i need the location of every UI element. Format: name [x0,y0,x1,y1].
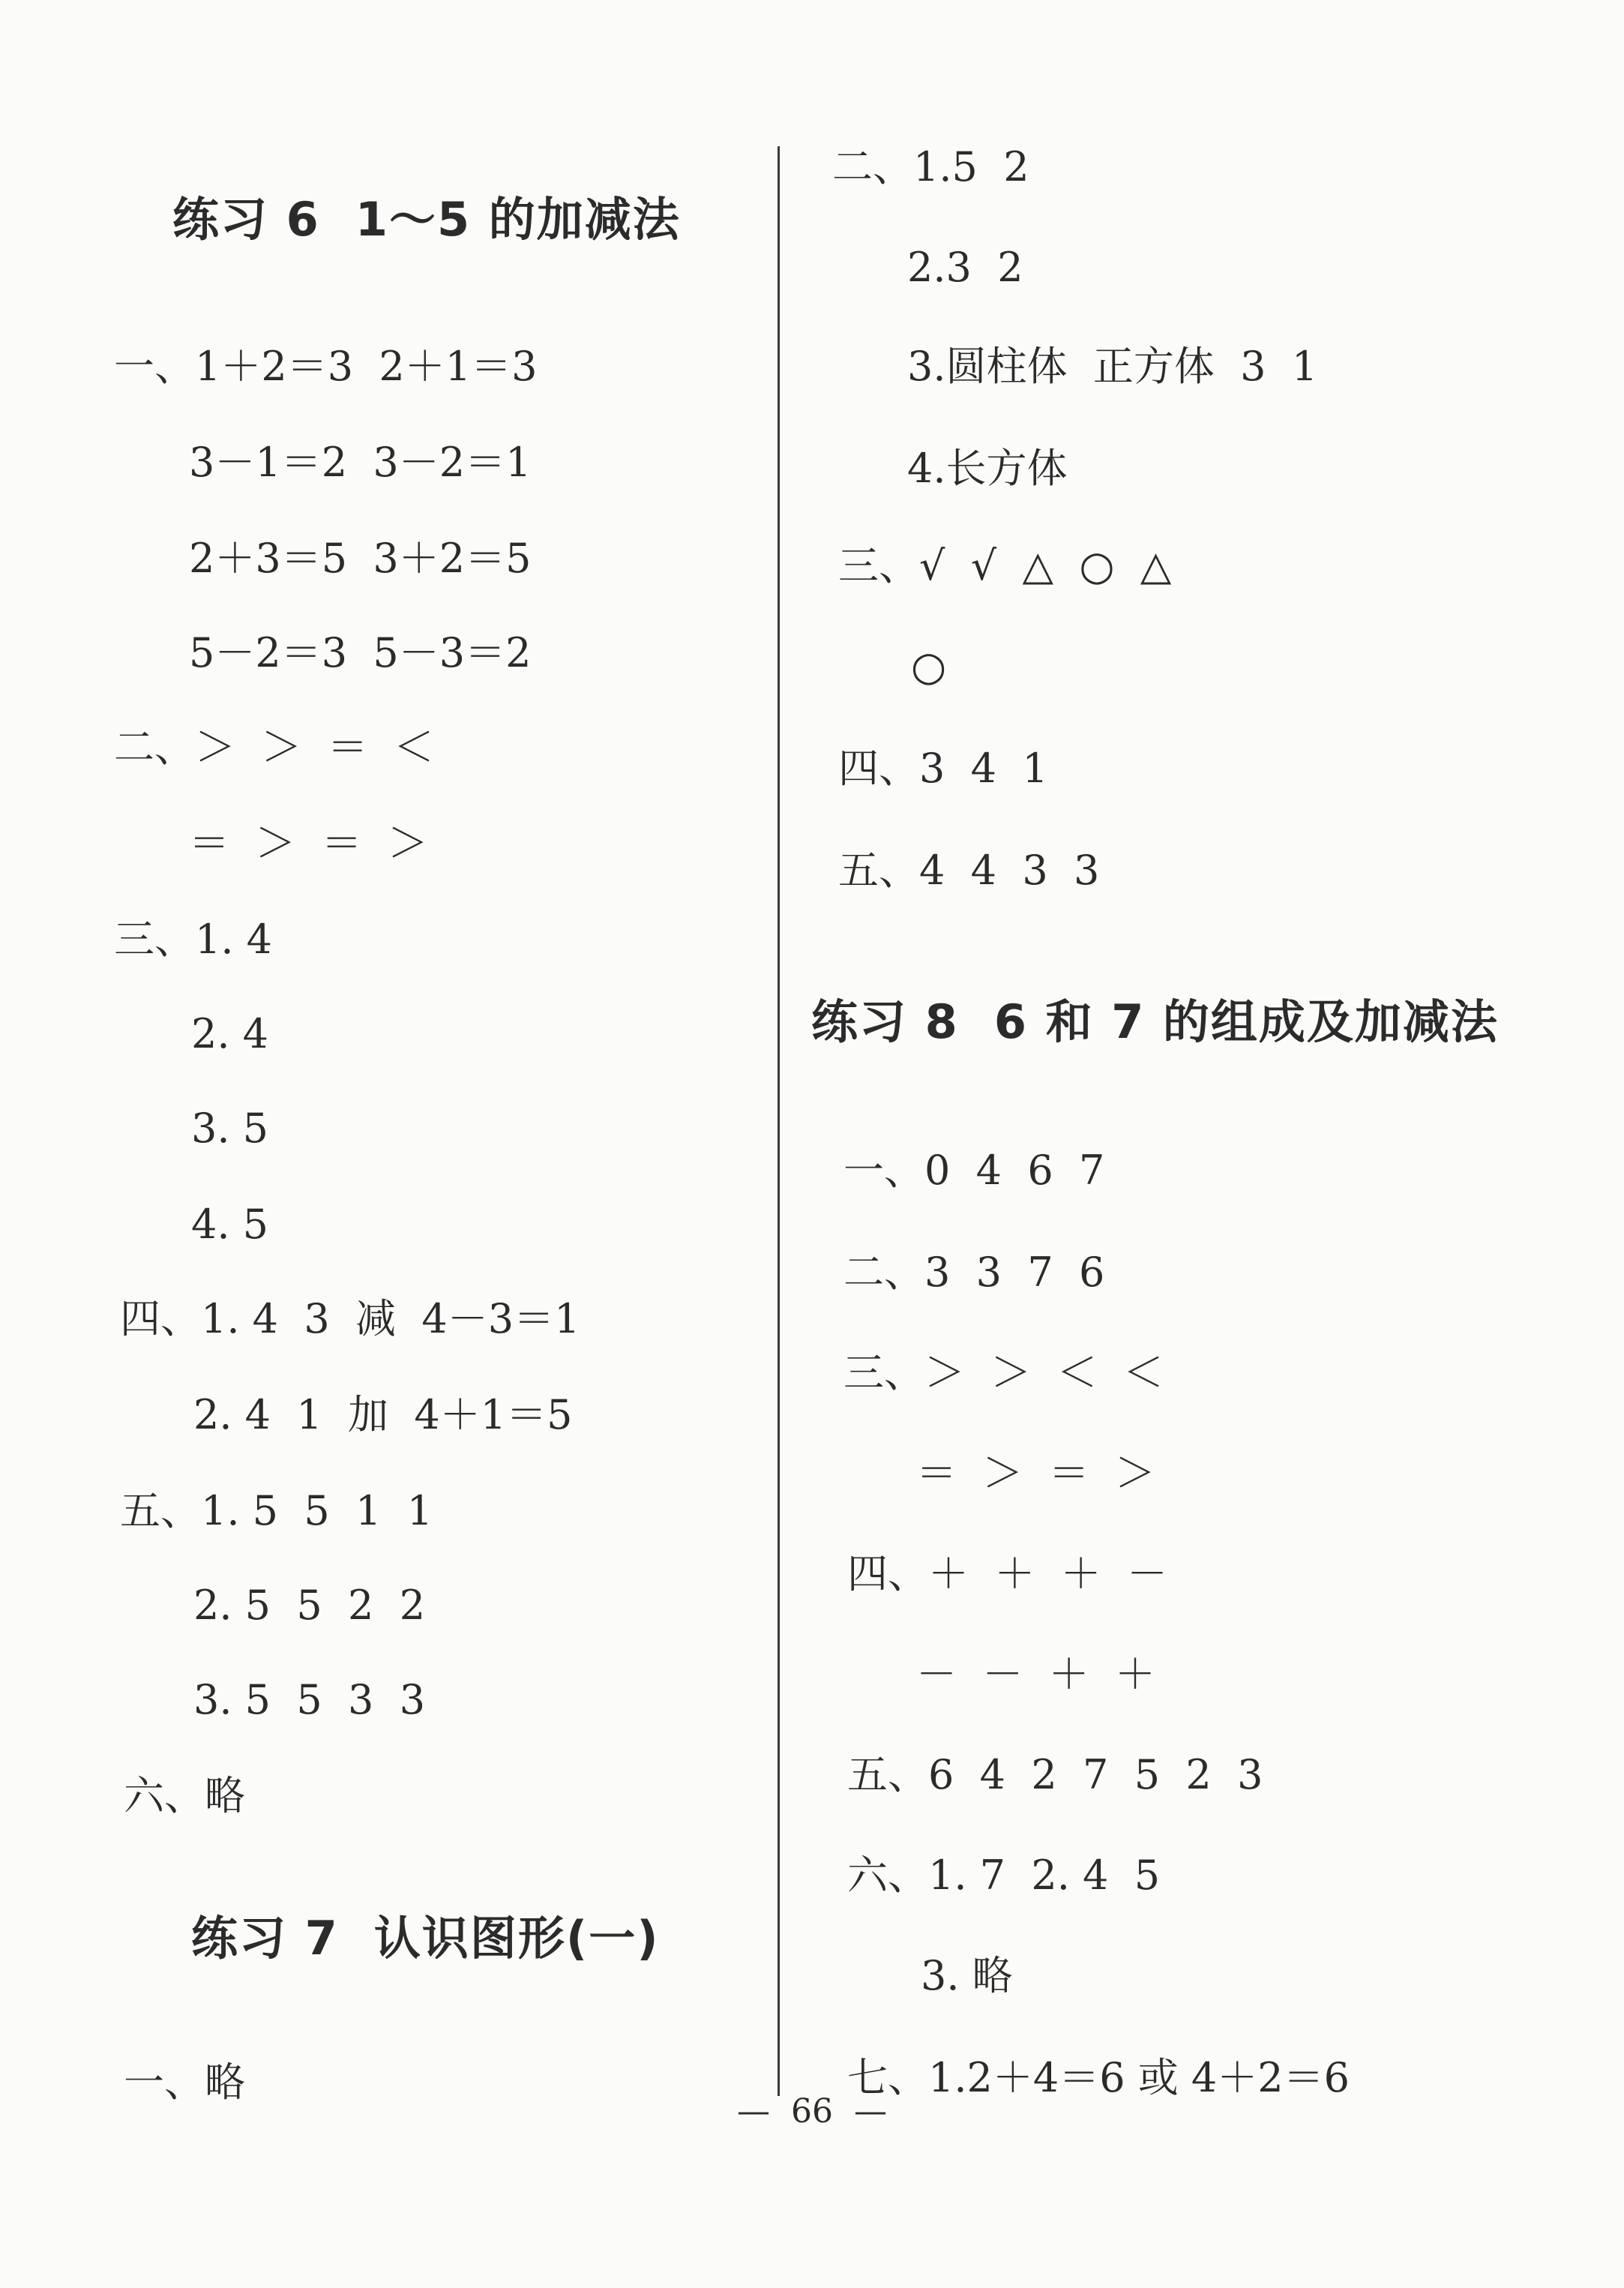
answer-line: 三、√ √ △ ○ △ [838,542,1172,589]
answer-line: 五、4 4 3 3 [838,847,1100,894]
answer-line: 五、1. 5 5 1 1 [120,1487,433,1534]
answer-line: 二、3 3 7 6 [843,1249,1105,1296]
answer-line: － － ＋ ＋ [916,1651,1155,1698]
answer-line: 四、＋ ＋ ＋ － [847,1550,1167,1597]
answer-line: 5－2＝3 5－3＝2 [189,629,532,676]
answer-line: 3－1＝2 3－2＝1 [189,439,532,486]
answer-line: 四、3 4 1 [838,745,1048,792]
answer-line: 二、＞ ＞ ＝ ＜ [114,724,434,771]
answer-line: 五、6 4 2 7 5 2 3 [847,1751,1263,1798]
answer-line: 3. 略 [921,1952,1013,1999]
answer-line: 2. 4 1 加 4＋1＝5 [193,1391,573,1438]
answer-line: 一、1＋2＝3 2＋1＝3 [114,343,538,390]
answer-line: 七、1.2＋4＝6 或 4＋2＝6 [847,2054,1350,2101]
page-number: — 66 — [737,2092,887,2131]
answer-line: ＝ ＞ ＝ ＞ [916,1450,1155,1497]
answer-line: 三、1. 4 [114,916,273,963]
answer-line: 2＋3＝5 3＋2＝5 [189,535,532,582]
answer-line: 二、1.5 2 [832,143,1029,190]
answer-line: 一、0 4 6 7 [843,1147,1105,1194]
heading-exercise-8: 练习 8 6 和 7 的组成及加减法 [811,994,1499,1049]
heading-exercise-6: 练习 6 1～5 的加减法 [172,192,681,247]
answer-line: 4.长方体 [907,445,1068,492]
answer-line: 2. 5 5 2 2 [193,1582,426,1629]
answer-line: 3. 5 5 3 3 [193,1676,426,1723]
column-divider [778,146,780,2096]
answer-line: 3.圆柱体 正方体 3 1 [907,343,1318,390]
answer-line: 六、1. 7 2. 4 5 [847,1852,1161,1899]
answer-line: 3. 5 [191,1105,269,1152]
heading-exercise-7: 练习 7 认识图形(一) [191,1911,660,1966]
answer-line: 四、1. 4 3 减 4－3＝1 [120,1295,580,1342]
answer-line: 三、＞ ＞ ＜ ＜ [843,1349,1164,1396]
answer-line: 六、略 [124,1772,245,1819]
answer-line: 一、略 [124,2059,245,2106]
answer-line: ○ [911,643,947,690]
answer-line: ＝ ＞ ＝ ＞ [189,820,428,867]
answer-line: 2.3 2 [907,244,1023,291]
answer-line: 4. 5 [191,1201,269,1248]
answer-line: 2. 4 [191,1010,269,1057]
